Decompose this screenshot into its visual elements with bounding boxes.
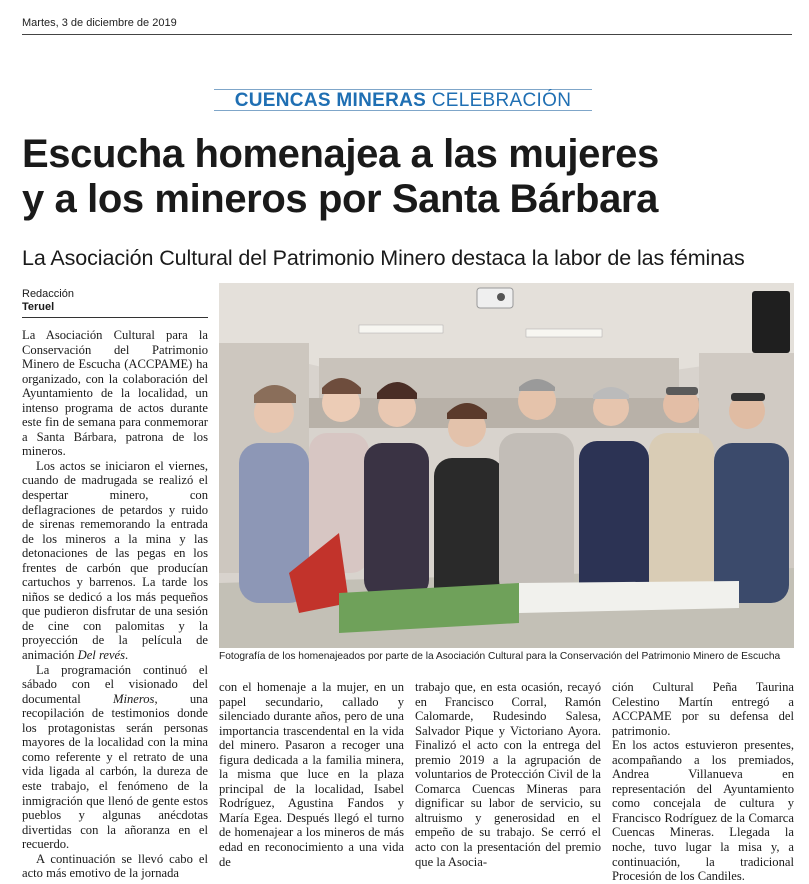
byline-rule xyxy=(22,317,208,318)
paragraph-2 xyxy=(22,459,208,663)
paragraph-3 xyxy=(22,663,208,852)
film-title: Del revés xyxy=(77,648,126,663)
article-column-4 xyxy=(612,680,794,884)
article-photo xyxy=(219,283,794,648)
paragraph-4: A continuación se llevó cabo el acto más emotivo de la jornada xyxy=(22,851,208,881)
section-subname: CELEBRACIÓN xyxy=(431,90,572,111)
section-rule-bottom xyxy=(214,110,592,111)
article-column-3 xyxy=(415,680,601,869)
headline-line-1: Escucha homenajea a las mujeres xyxy=(22,132,659,176)
column-4-paragraph-1: ción Cultural Peña Taurina Celestino Martín entregó a ACCPAME por su defensa del patrimonio. xyxy=(612,680,794,738)
section-header xyxy=(214,86,592,114)
byline-place: Teruel xyxy=(22,301,55,313)
article-column-2 xyxy=(219,680,404,869)
group-photo-illustration xyxy=(219,283,794,648)
paragraph-1: La Asociación Cultural para la Conservación del Patrimonio Minero de Escucha (ACCPAME) ha organizado, con la colaboración del Ayuntamiento de la localidad, un intenso programa de actos durante este fin de semana para conmemorar a Santa Bárbara, patrona de los mineros. xyxy=(22,328,208,459)
top-rule xyxy=(22,34,792,35)
column-3-text: trabajo que, en esta ocasión, recayó en Francisco Corral, Ramón Calomarde, Rudesindo Salesa, Salvador Pique y Victoriano Ayora. Finalizó el acto con la entrega del premio 2019 a la agrupación de voluntarios de Protección Civil de la Comarca Cuencas Mineras para dignificar su labor de servicio, su altruismo y generosidad en el empeño de su trabajo. Se cerró el acto con la presentación del premio que la Asocia- xyxy=(415,680,601,869)
article-column-1 xyxy=(22,328,208,881)
column-4-paragraph-2: En los actos estuvieron presentes, acompañando a los premiados, Andrea Villanueva en representación del Ayuntamiento como concejala de cultura y Francisco Rodríguez de la Comarca Cuencas Mineras. Llegada la noche, tuvo lugar la misa y, a continuación, la tradicional Procesión de los Candiles. xyxy=(612,738,794,884)
byline-role: Redacción xyxy=(22,288,74,300)
paragraph-3-text: La programación continuó el sábado con el visionado del documental xyxy=(22,662,208,706)
headline xyxy=(22,132,802,222)
documentary-title: Mineros xyxy=(112,691,155,706)
section-label xyxy=(214,90,592,112)
paragraph-2-end: . xyxy=(125,648,129,663)
photo-caption: Fotografía de los homenajeados por parte de la Asociación Cultural para la Conservación del Patrimonio Minero de Escucha xyxy=(219,651,781,662)
date-line: Martes, 3 de diciembre de 2019 xyxy=(22,17,177,29)
subheadline: La Asociación Cultural del Patrimonio Minero destaca la labor de las féminas xyxy=(22,246,745,270)
section-name: CUENCAS MINERAS xyxy=(234,90,427,111)
paragraph-3-rest: , una recopilación de testimonios donde los protagonistas serán personas mayores de la localidad con la mina como referente y el retrato de una vida ligada al carbón, la dureza de este trabajo, el fenómeno de la inmigración que llenó de gente estos pueblos y algunas anécdotas divertidas con la añoranza en el recuerdo. xyxy=(22,691,208,852)
paragraph-2-text: Los actos se iniciaron el viernes, cuando de madrugada se realizó el despertar minero, con deflagraciones de petardos y ruido de sirenas rememorando la entrada de los mineros a la mina y las detonaciones de las pegas en los frentes de carbón que producían cartuchos y barrenos. La tarde los niños se dedicó a los más pequeños que pudieron disfrutar de una sesión de cine con palomitas y la proyección de la película de animación xyxy=(22,458,208,663)
headline-line-2: y a los mineros por Santa Bárbara xyxy=(22,177,658,221)
column-2-text: con el homenaje a la mujer, en un papel secundario, callado y silenciado durante años, pero de una importancia trascendental en la vida del minero. Pasaron a recoger una figura dedicada a la familia minera, la misma que luce en la plaza principal de la localidad, Isabel Rodríguez, Agustina Fandos y María Egea. Después llegó el turno de homenajear a los mineros de más edad en reconocimiento a una vida de xyxy=(219,680,404,869)
